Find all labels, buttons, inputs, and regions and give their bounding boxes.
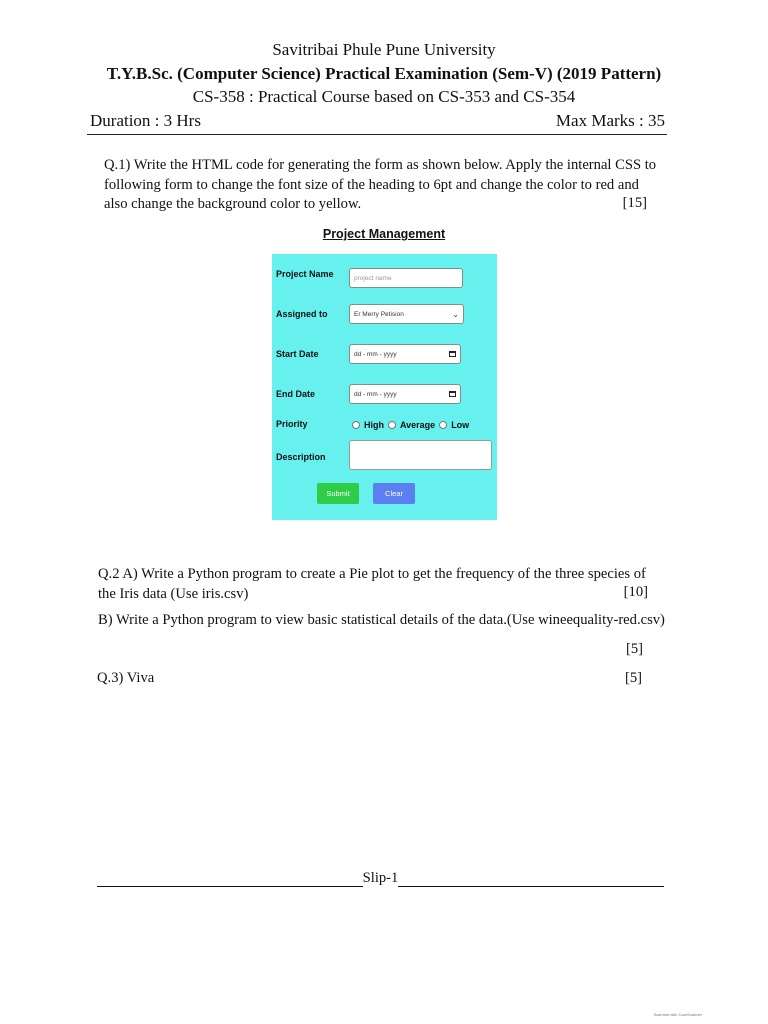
university-name: Savitribai Phule Pune University (272, 40, 496, 59)
course-title: T.Y.B.Sc. (Computer Science) Practical Examination (Sem-V) (2019 Pattern) (106, 64, 662, 83)
footer-slip (97, 870, 664, 887)
duration: Duration : 3 Hrs (90, 111, 201, 130)
question-2a-marks: [10] (623, 584, 648, 600)
assigned-to-label: Assigned to (276, 309, 328, 319)
question-2b-text: B) Write a Python program to view basic statistical details of the data.(Use wineequality-red.csv) (98, 612, 665, 628)
max-marks: Max Marks : 35 (555, 111, 665, 130)
priority-radio-group (352, 420, 473, 430)
chevron-down-icon: ⌄ (452, 309, 459, 319)
question-3-marks: [5] (624, 670, 642, 686)
radio-high-label: High (364, 420, 384, 430)
end-date-placeholder: dd - mm - yyyy (354, 390, 397, 398)
form-title: Project Management (322, 227, 446, 241)
radio-low-label: Low (451, 420, 470, 430)
project-form (272, 254, 497, 520)
slip-label: Slip-1 (362, 870, 399, 886)
question-1-marks: [15] (622, 195, 647, 211)
question-2b-marks: [5] (625, 641, 643, 657)
end-date-input[interactable] (349, 384, 461, 404)
assigned-to-select[interactable] (349, 304, 464, 324)
priority-label: Priority (276, 419, 308, 429)
assigned-to-value: Er Merry Petision (354, 310, 404, 318)
question-1-text: Q.1) Write the HTML code for generating the form as shown below. Apply the internal CSS to following form to change the font size of the heading to 6pt and change the color to red and also change the background color to yellow. (104, 157, 657, 212)
calendar-icon[interactable] (449, 351, 456, 357)
calendar-icon[interactable] (449, 391, 456, 397)
description-label: Description (276, 452, 326, 462)
start-date-label: Start Date (276, 349, 319, 359)
radio-low[interactable] (439, 421, 447, 429)
question-3-text: Q.3) Viva (97, 670, 155, 686)
header-divider (87, 134, 667, 135)
question-2a-text: Q.2 A) Write a Python program to create a Pie plot to get the frequency of the three species of the Iris data (Use iris.csv) (98, 566, 646, 602)
radio-average[interactable] (388, 421, 396, 429)
end-date-label: End Date (276, 389, 316, 399)
submit-button[interactable]: Submit (317, 483, 359, 504)
project-name-input[interactable] (349, 268, 463, 288)
start-date-placeholder: dd - mm - yyyy (354, 350, 397, 358)
footer-line-right (398, 874, 664, 887)
project-name-label: Project Name (276, 269, 334, 279)
footer-line-left (97, 874, 363, 887)
start-date-input[interactable] (349, 344, 461, 364)
radio-average-label: Average (400, 420, 436, 430)
paper-title: CS-358 : Practical Course based on CS-353 and CS-354 (192, 87, 576, 106)
clear-button[interactable]: Clear (373, 483, 415, 504)
project-name-placeholder: project name (354, 274, 392, 282)
radio-high[interactable] (352, 421, 360, 429)
scanner-stamp: Scanned with CamScanner (653, 1012, 702, 1017)
description-textarea[interactable] (349, 440, 492, 470)
